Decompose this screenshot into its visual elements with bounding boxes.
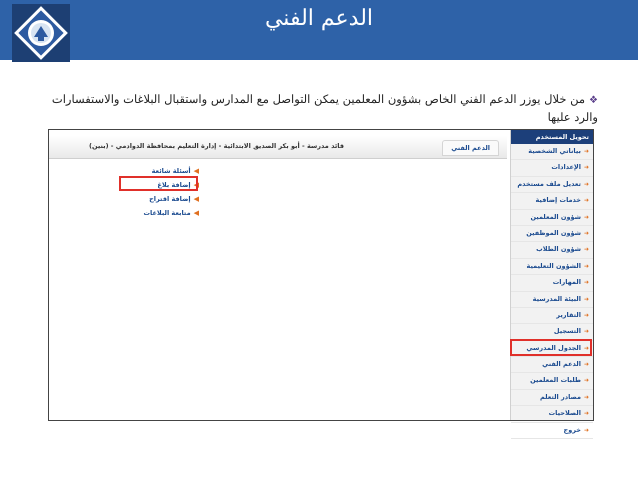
support-actions-list (123, 164, 199, 220)
triangle-left-icon: ◀ (193, 195, 199, 203)
sidebar-item-teachers[interactable]: ➜شؤون المعلمين (511, 210, 593, 226)
slide-title: الدعم الفني (264, 6, 374, 31)
sidebar-item-edit-user[interactable]: ➜تعديل ملف مستخدم (511, 177, 593, 193)
arrow-icon: ➜ (583, 148, 589, 155)
sidebar-item-students[interactable]: ➜شؤون الطلاب (511, 242, 593, 258)
action-add-report[interactable]: ◀إضافة بلاغ (157, 181, 199, 189)
arrow-icon: ➜ (583, 164, 589, 172)
sidebar-item-employees[interactable]: ➜شؤون الموظفين (511, 226, 593, 242)
arrow-icon: ➜ (583, 180, 589, 188)
arrow-icon: ➜ (583, 344, 589, 352)
slide-header (0, 0, 638, 60)
sidebar (510, 130, 593, 434)
arrow-icon: ➜ (583, 279, 589, 287)
arrow-icon: ➜ (583, 410, 589, 418)
top-bar (49, 136, 507, 159)
sidebar-item-teacher-requests[interactable]: ➜طلبات المعلمين (511, 373, 593, 389)
arrow-icon: ➜ (583, 246, 589, 254)
arrow-icon: ➜ (583, 229, 589, 237)
sidebar-item-school-env[interactable]: ➜البيئة المدرسية (511, 292, 593, 308)
highlight-tech-support (510, 339, 592, 356)
sidebar-header[interactable]: تحويل المستخدم (511, 130, 593, 144)
triangle-left-icon: ◀ (193, 181, 199, 189)
system-screenshot (48, 129, 594, 434)
sidebar-item-permissions[interactable]: ➜الصلاحيات (511, 406, 593, 422)
arrow-icon: ➜ (583, 426, 589, 434)
arrow-icon: ➜ (583, 377, 589, 385)
arrow-icon: ➜ (583, 262, 589, 270)
sidebar-item-education[interactable]: ➜الشؤون التعليمية (511, 259, 593, 275)
sidebar-item-extra-services[interactable]: ➜خدمات إضافية (511, 193, 593, 209)
sidebar-item-skills[interactable]: ➜المهارات (511, 275, 593, 291)
sidebar-item-learning-sources[interactable]: ➜مصادر التعلم (511, 390, 593, 406)
arrow-icon: ➜ (583, 328, 589, 336)
sidebar-item-registration[interactable]: ➜التسجيل (511, 324, 593, 340)
sidebar-item-profile[interactable]: ➜بياناتي الشخصية (511, 144, 593, 160)
sidebar-item-settings[interactable]: ➜الإعدادات (511, 160, 593, 176)
highlight-add-report (119, 176, 198, 191)
arrow-icon: ➜ (583, 197, 589, 205)
bullet-diamond-icon: ❖ (589, 95, 598, 106)
school-info: قائد مدرسة - أبو بكر الصديق الابتدائية - إدارة التعليم بمحافظة الدوادمي - (بنين) (89, 142, 344, 150)
tab-technical-support[interactable]: الدعم الفني (442, 140, 499, 156)
sidebar-item-reports[interactable]: ➜التقارير (511, 308, 593, 324)
sidebar-item-tech-support[interactable]: ➜الدعم الفني (511, 357, 593, 373)
arrow-icon: ➜ (583, 295, 589, 303)
action-follow-reports[interactable]: ◀متابعة البلاغات (143, 209, 199, 217)
triangle-left-icon: ◀ (193, 167, 199, 175)
arrow-icon: ➜ (583, 393, 589, 401)
sidebar-item-logout[interactable]: ➜خروج (511, 423, 593, 439)
arrow-icon: ➜ (583, 361, 589, 369)
arrow-icon: ➜ (583, 213, 589, 221)
action-add-suggestion[interactable]: ◀إضافة اقتراح (149, 195, 199, 203)
triangle-left-icon: ◀ (193, 209, 199, 217)
bullet-point (38, 91, 598, 126)
action-faq[interactable]: ◀أسئلة شائعة (151, 167, 199, 175)
bullet-text: من خلال يوزر الدعم الفني الخاص بشؤون المعلمين يمكن التواصل مع المدارس واستقبال البلاغات والاستفسارات والرد عليها (51, 92, 598, 124)
arrow-icon: ➜ (583, 311, 589, 319)
sidebar-item-schedule[interactable]: ➜الجدول المدرسي (511, 341, 593, 357)
